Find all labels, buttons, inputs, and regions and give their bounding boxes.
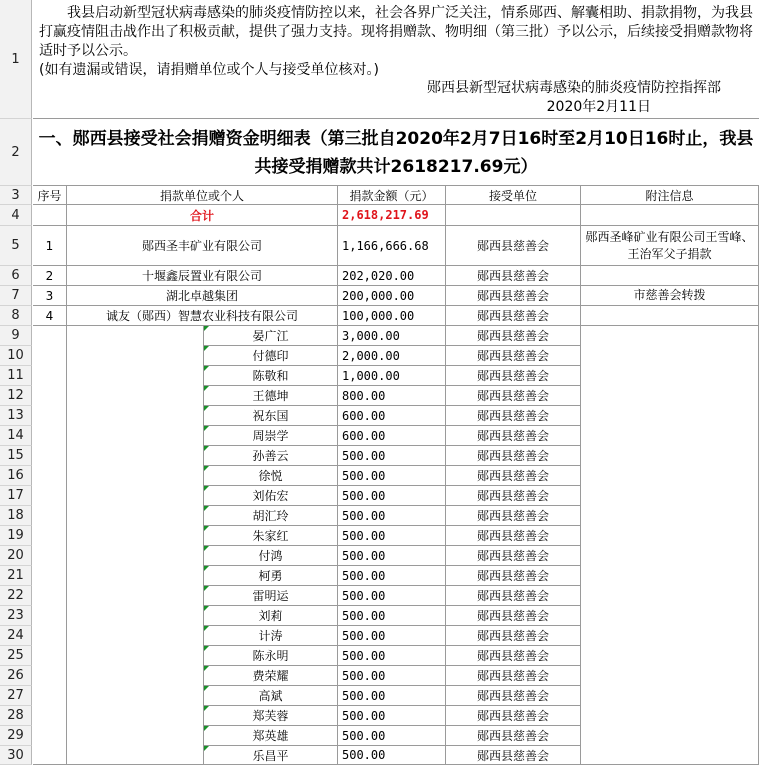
row-header[interactable]: 11 (0, 366, 32, 386)
error-marker-icon (204, 346, 209, 351)
column-header-receiver[interactable]: 接受单位 (446, 186, 581, 205)
donor-receiver[interactable]: 郧西县慈善会 (446, 546, 581, 566)
org-note[interactable]: 郧西圣峰矿业有限公司王雪峰、王治军父子捐款 (581, 226, 759, 266)
donor-amount[interactable]: 500.00 (338, 486, 446, 506)
donor-receiver[interactable]: 郧西县慈善会 (446, 606, 581, 626)
donor-name[interactable]: 徐悦 (204, 466, 338, 486)
org-donor[interactable]: 湖北卓越集团 (67, 286, 338, 306)
row-header[interactable]: 15 (0, 446, 32, 466)
donor-name[interactable]: 周崇学 (204, 426, 338, 446)
donor-amount[interactable]: 600.00 (338, 426, 446, 446)
row-header[interactable]: 2 (0, 119, 32, 186)
donor-name[interactable]: 陈敬和 (204, 366, 338, 386)
row-header[interactable]: 8 (0, 306, 32, 326)
row-header[interactable]: 4 (0, 205, 32, 226)
donor-amount[interactable]: 1,000.00 (338, 366, 446, 386)
intro-text: 我县启动新型冠状病毒感染的肺炎疫情防控以来，社会各界广泛关注，情系郧西、解囊相助、捐款捐物，为我县打赢疫情阻击战作出了积极贡献，提供了强力支持。现将捐赠款、物明细（第三批）予以公示，后续接受捐赠款物将适时予以公示。 (39, 5, 753, 59)
donor-name[interactable]: 祝东国 (204, 406, 338, 426)
row-header[interactable]: 9 (0, 326, 32, 346)
row-header[interactable]: 29 (0, 726, 32, 746)
row-header[interactable]: 20 (0, 546, 32, 566)
column-header-no[interactable]: 序号 (33, 186, 67, 205)
error-marker-icon (204, 686, 209, 691)
row-header[interactable]: 5 (0, 226, 32, 266)
donor-name[interactable]: 郑英雄 (204, 726, 338, 746)
date: 2020年2月11日 (546, 99, 651, 115)
org-note[interactable] (581, 306, 759, 326)
donor-name[interactable]: 计涛 (204, 626, 338, 646)
donor-name[interactable]: 王德坤 (204, 386, 338, 406)
row-header[interactable]: 19 (0, 526, 32, 546)
org-no[interactable]: 1 (33, 226, 67, 266)
donor-amount[interactable]: 500.00 (338, 586, 446, 606)
donor-amount[interactable]: 500.00 (338, 446, 446, 466)
merged-blank-cell[interactable] (67, 326, 204, 765)
total-note-cell[interactable] (581, 205, 759, 226)
donor-name[interactable]: 乐昌平 (204, 746, 338, 765)
table-heading[interactable]: 一、郧西县接受社会捐赠资金明细表（第三批自2020年2月7日16时至2月10日16时止，我县共接受捐赠款共计2618217.69元） (33, 119, 759, 186)
donor-receiver[interactable]: 郧西县慈善会 (446, 646, 581, 666)
org-receiver[interactable]: 郧西县慈善会 (446, 286, 581, 306)
donor-receiver[interactable]: 郧西县慈善会 (446, 566, 581, 586)
error-marker-icon (204, 486, 209, 491)
donor-amount[interactable]: 500.00 (338, 666, 446, 686)
donor-name[interactable]: 朱家红 (204, 526, 338, 546)
org-receiver[interactable]: 郧西县慈善会 (446, 226, 581, 266)
merged-note-cell[interactable] (581, 326, 759, 765)
row-header[interactable]: 1 (0, 0, 32, 119)
donor-amount[interactable]: 500.00 (338, 606, 446, 626)
donor-receiver[interactable]: 郧西县慈善会 (446, 386, 581, 406)
donor-receiver[interactable]: 郧西县慈善会 (446, 726, 581, 746)
error-marker-icon (204, 506, 209, 511)
donor-amount[interactable]: 500.00 (338, 726, 446, 746)
row-header[interactable]: 10 (0, 346, 32, 366)
org-no[interactable]: 3 (33, 286, 67, 306)
donor-receiver[interactable]: 郧西县慈善会 (446, 446, 581, 466)
row-header[interactable]: 7 (0, 286, 32, 306)
donor-name[interactable]: 付德印 (204, 346, 338, 366)
donor-receiver[interactable]: 郧西县慈善会 (446, 686, 581, 706)
column-header-donor[interactable]: 捐款单位或个人 (67, 186, 338, 205)
column-header-note[interactable]: 附注信息 (581, 186, 759, 205)
donor-amount[interactable]: 2,000.00 (338, 346, 446, 366)
donor-amount[interactable]: 500.00 (338, 506, 446, 526)
error-marker-icon (204, 566, 209, 571)
donor-amount[interactable]: 500.00 (338, 526, 446, 546)
donor-receiver[interactable]: 郧西县慈善会 (446, 746, 581, 765)
total-no-cell[interactable] (33, 205, 67, 226)
donor-amount[interactable]: 500.00 (338, 466, 446, 486)
error-marker-icon (204, 746, 209, 751)
donor-name[interactable]: 刘佑宏 (204, 486, 338, 506)
donor-receiver[interactable]: 郧西县慈善会 (446, 406, 581, 426)
signature: 郧西县新型冠状病毒感染的肺炎疫情防控指挥部 (427, 80, 721, 96)
donor-name[interactable]: 费荣耀 (204, 666, 338, 686)
row-header[interactable]: 26 (0, 666, 32, 686)
donor-receiver[interactable]: 郧西县慈善会 (446, 506, 581, 526)
donor-receiver[interactable]: 郧西县慈善会 (446, 466, 581, 486)
donor-amount[interactable]: 3,000.00 (338, 326, 446, 346)
error-marker-icon (204, 466, 209, 471)
error-marker-icon (204, 426, 209, 431)
donor-receiver[interactable]: 郧西县慈善会 (446, 486, 581, 506)
donor-receiver[interactable]: 郧西县慈善会 (446, 626, 581, 646)
org-receiver[interactable]: 郧西县慈善会 (446, 306, 581, 326)
donor-name[interactable]: 陈永明 (204, 646, 338, 666)
org-no[interactable]: 4 (33, 306, 67, 326)
donor-receiver[interactable]: 郧西县慈善会 (446, 426, 581, 446)
org-donor[interactable]: 诚友（郧西）智慧农业科技有限公司 (67, 306, 338, 326)
column-header-amount[interactable]: 捐款金额（元） (338, 186, 446, 205)
error-marker-icon (204, 406, 209, 411)
error-marker-icon (204, 606, 209, 611)
org-no[interactable]: 2 (33, 266, 67, 286)
org-amount[interactable]: 100,000.00 (338, 306, 446, 326)
org-amount[interactable]: 1,166,666.68 (338, 226, 446, 266)
donor-name[interactable]: 孙善云 (204, 446, 338, 466)
row-header[interactable]: 25 (0, 646, 32, 666)
donor-amount[interactable]: 500.00 (338, 566, 446, 586)
donor-receiver[interactable]: 郧西县慈善会 (446, 706, 581, 726)
org-amount[interactable]: 200,000.00 (338, 286, 446, 306)
row-header[interactable]: 21 (0, 566, 32, 586)
org-donor[interactable]: 十堰鑫辰置业有限公司 (67, 266, 338, 286)
donor-amount[interactable]: 500.00 (338, 546, 446, 566)
error-marker-icon (204, 366, 209, 371)
row-header[interactable]: 14 (0, 426, 32, 446)
row-header[interactable]: 6 (0, 266, 32, 286)
donor-name[interactable]: 雷明运 (204, 586, 338, 606)
donor-receiver[interactable]: 郧西县慈善会 (446, 586, 581, 606)
org-donor[interactable]: 郧西圣丰矿业有限公司 (67, 226, 338, 266)
total-receiver-cell[interactable] (446, 205, 581, 226)
error-marker-icon (204, 326, 209, 331)
error-marker-icon (204, 586, 209, 591)
row-header[interactable]: 23 (0, 606, 32, 626)
row-header[interactable]: 24 (0, 626, 32, 646)
donor-name[interactable]: 付鸿 (204, 546, 338, 566)
donor-name[interactable]: 郑芙蓉 (204, 706, 338, 726)
donor-name[interactable]: 柯勇 (204, 566, 338, 586)
donor-amount[interactable]: 500.00 (338, 646, 446, 666)
error-marker-icon (204, 646, 209, 651)
org-amount[interactable]: 202,020.00 (338, 266, 446, 286)
row-header[interactable]: 12 (0, 386, 32, 406)
error-marker-icon (204, 446, 209, 451)
donor-amount[interactable]: 500.00 (338, 626, 446, 646)
row-header[interactable]: 3 (0, 186, 32, 205)
donor-name[interactable]: 晏广江 (204, 326, 338, 346)
error-marker-icon (204, 726, 209, 731)
intro-note: (如有遗漏或错误，请捐赠单位或个人与接受单位核对。) (39, 62, 379, 78)
error-marker-icon (204, 706, 209, 711)
donor-receiver[interactable]: 郧西县慈善会 (446, 346, 581, 366)
row-header[interactable]: 28 (0, 706, 32, 726)
row-header[interactable]: 17 (0, 486, 32, 506)
error-marker-icon (204, 546, 209, 551)
donor-amount[interactable]: 800.00 (338, 386, 446, 406)
error-marker-icon (204, 666, 209, 671)
total-label[interactable]: 合计 (67, 205, 338, 226)
donor-receiver[interactable]: 郧西县慈善会 (446, 326, 581, 346)
donor-amount[interactable]: 500.00 (338, 706, 446, 726)
row-header[interactable]: 13 (0, 406, 32, 426)
row-header[interactable]: 18 (0, 506, 32, 526)
error-marker-icon (204, 386, 209, 391)
row-header[interactable]: 22 (0, 586, 32, 606)
donor-name[interactable]: 胡汇玲 (204, 506, 338, 526)
org-note[interactable] (581, 266, 759, 286)
row-header[interactable]: 30 (0, 746, 32, 765)
donor-amount[interactable]: 600.00 (338, 406, 446, 426)
org-note[interactable]: 市慈善会转拨 (581, 286, 759, 306)
donor-receiver[interactable]: 郧西县慈善会 (446, 666, 581, 686)
donor-name[interactable]: 刘莉 (204, 606, 338, 626)
row-header[interactable]: 16 (0, 466, 32, 486)
total-amount[interactable]: 2,618,217.69 (338, 205, 446, 226)
error-marker-icon (204, 526, 209, 531)
donor-name[interactable]: 高斌 (204, 686, 338, 706)
intro-cell[interactable] (33, 0, 759, 119)
merged-no-cell[interactable] (33, 326, 67, 765)
donor-amount[interactable]: 500.00 (338, 686, 446, 706)
row-header[interactable]: 27 (0, 686, 32, 706)
error-marker-icon (204, 626, 209, 631)
donor-amount[interactable]: 500.00 (338, 746, 446, 765)
donor-receiver[interactable]: 郧西县慈善会 (446, 366, 581, 386)
donor-receiver[interactable]: 郧西县慈善会 (446, 526, 581, 546)
org-receiver[interactable]: 郧西县慈善会 (446, 266, 581, 286)
